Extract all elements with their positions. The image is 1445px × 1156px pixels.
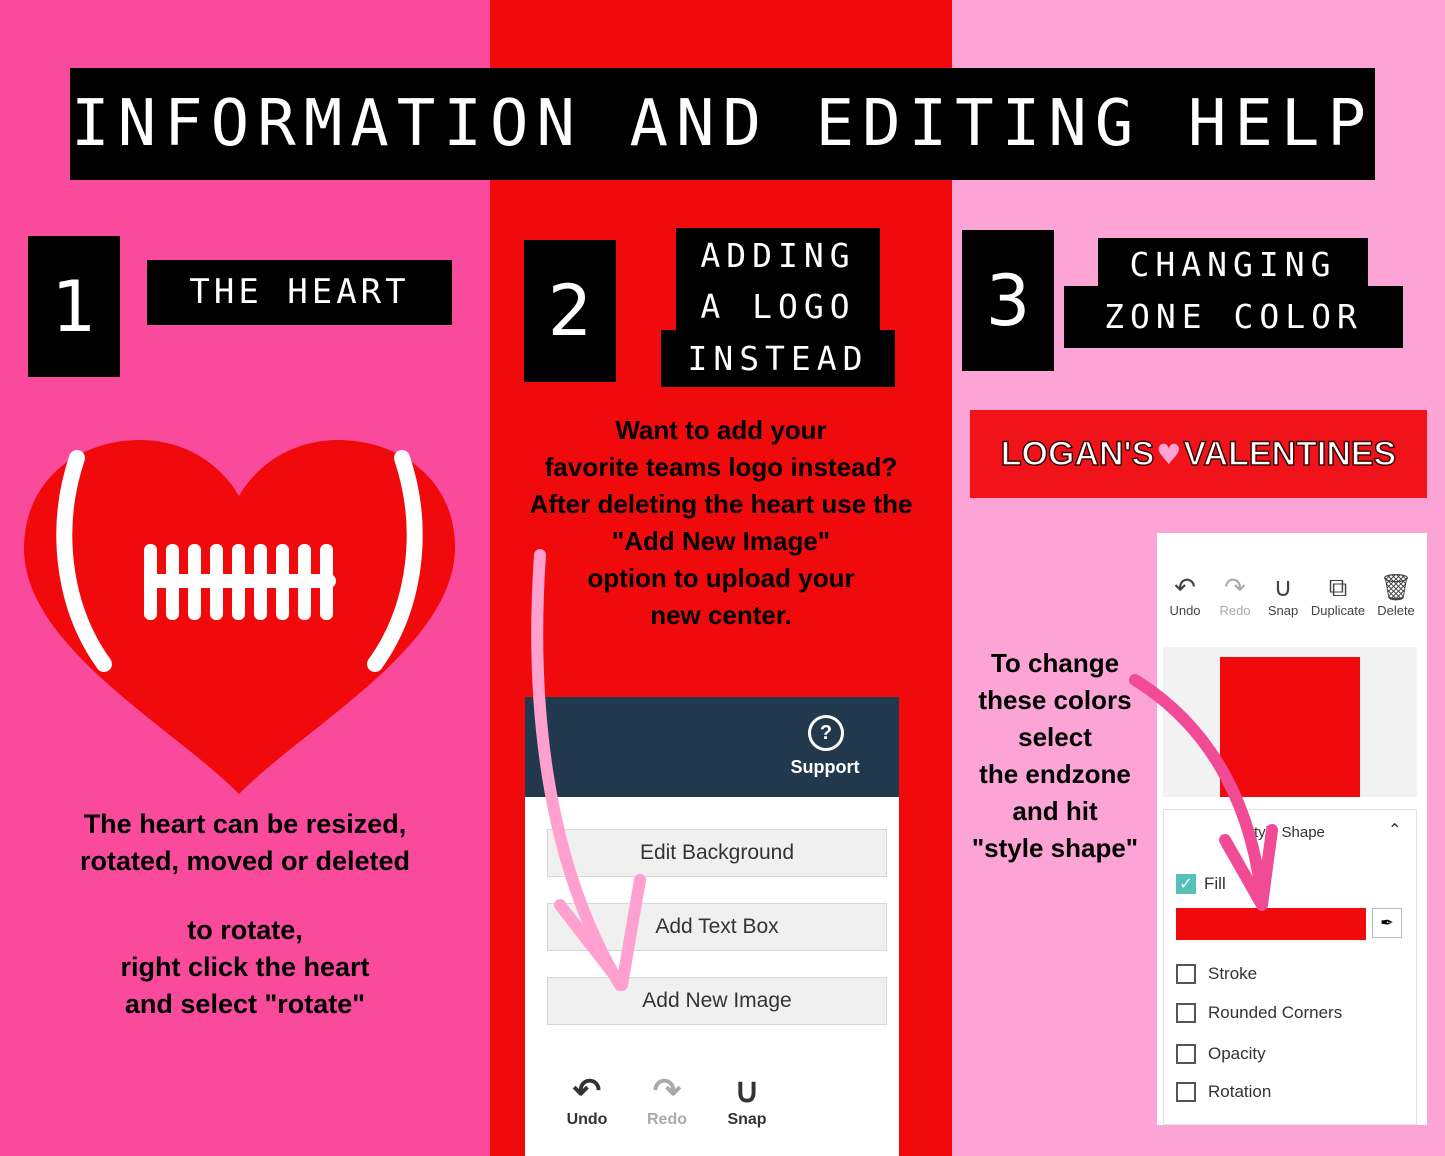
section-title-zone-line: ZONE COLOR [1064,286,1403,348]
delete-button[interactable] [1371,571,1421,618]
logo-line: new center. [650,600,792,630]
duplicate-button[interactable] [1307,571,1369,618]
zone-line: and hit [1012,796,1098,826]
page-title: INFORMATION AND EDITING HELP [70,68,1375,180]
heart-line: right click the heart [120,952,370,982]
rotation-label: Rotation [1208,1082,1272,1101]
logo-line: "Add New Image" [611,526,831,556]
heart-line: and select "rotate" [124,989,366,1019]
undo-button[interactable] [1165,571,1205,618]
style-shape-panel-screenshot [1157,533,1427,1125]
undo-icon: ↶ [572,1072,602,1110]
undo-label: Undo [566,1111,608,1128]
heart-icon: ♥ [1156,437,1182,471]
edit-background-button[interactable]: Edit Background [547,829,887,877]
chevron-up-icon[interactable]: ⌃ [1388,820,1402,839]
step-number-2: 2 [524,240,616,382]
step-number-3: 3 [962,230,1054,371]
snap-label: Snap [727,1111,767,1128]
duplicate-label: Duplicate [1310,603,1366,618]
duplicate-icon: ⧉ [1328,572,1348,602]
rounded-corners-label: Rounded Corners [1208,1003,1343,1022]
snap-icon: ∪ [734,1072,760,1110]
heart-instructions [30,806,460,1023]
snap-button[interactable] [1263,571,1303,618]
zone-line: select [1018,722,1092,752]
editor-header [525,697,899,797]
zone-line: "style shape" [971,833,1139,863]
redo-icon: ↷ [1224,572,1246,602]
undo-button[interactable] [557,1071,617,1129]
eyedropper-icon[interactable]: ✒ [1372,908,1402,938]
football-heart-graphic [22,436,457,796]
add-text-box-button[interactable]: Add Text Box [547,903,887,951]
stroke-checkbox[interactable] [1176,964,1196,984]
opacity-checkbox[interactable] [1176,1044,1196,1064]
style-shape-title[interactable]: Style Shape [1244,824,1325,841]
opacity-label: Opacity [1208,1044,1266,1063]
zone-line: the endzone [979,759,1131,789]
editor-sidebar-screenshot [525,697,899,1156]
logo-instructions [496,412,946,634]
logo-line: Want to add your [615,415,827,445]
endzone-text-left: LOGAN'S [1000,434,1155,473]
redo-label: Redo [1219,603,1251,618]
logo-line: After deleting the heart use the [529,489,913,519]
snap-icon: ∪ [1273,572,1293,602]
fill-checkbox[interactable]: ✓ [1176,874,1196,894]
delete-label: Delete [1377,603,1415,618]
endzone-text-right: VALENTINES [1183,434,1397,473]
logo-line: favorite teams logo instead? [544,452,898,482]
logo-line: option to upload your [587,563,855,593]
rotation-checkbox[interactable] [1176,1082,1196,1102]
shape-preview [1163,647,1417,797]
heart-line: to rotate, [187,915,303,945]
zone-color-instructions [960,645,1150,867]
redo-button[interactable] [1215,571,1255,618]
redo-label: Redo [647,1111,687,1128]
endzone-shape-swatch[interactable] [1220,657,1360,797]
delete-icon: 🗑 [1379,572,1413,602]
snap-label: Snap [1267,603,1299,618]
support-link[interactable]: Support [790,757,860,777]
undo-icon: ↶ [1174,572,1196,602]
fill-color-input[interactable] [1176,908,1366,940]
redo-button[interactable] [637,1071,697,1129]
add-new-image-button[interactable]: Add New Image [547,977,887,1025]
zone-line: these colors [978,685,1132,715]
section-title-zone-line: CHANGING [1098,238,1368,292]
section-title-logo-line: INSTEAD [661,330,895,387]
undo-label: Undo [1169,603,1201,618]
redo-icon: ↷ [652,1072,682,1110]
section-title-logo-line: ADDING [676,228,880,283]
heart-line: The heart can be resized, [83,809,407,839]
section-title-heart: THE HEART [147,260,452,325]
zone-line: To change [990,648,1120,678]
style-shape-section [1163,809,1417,1125]
snap-button[interactable] [717,1071,777,1129]
support-icon[interactable]: ? [808,715,844,751]
rounded-corners-checkbox[interactable] [1176,1003,1196,1023]
fill-label: Fill [1204,874,1226,893]
stroke-label: Stroke [1208,964,1258,983]
step-number-1: 1 [28,236,120,377]
section-title-logo-line: A LOGO [676,283,880,330]
heart-line: rotated, moved or deleted [79,846,411,876]
endzone-logo-banner [970,410,1427,498]
